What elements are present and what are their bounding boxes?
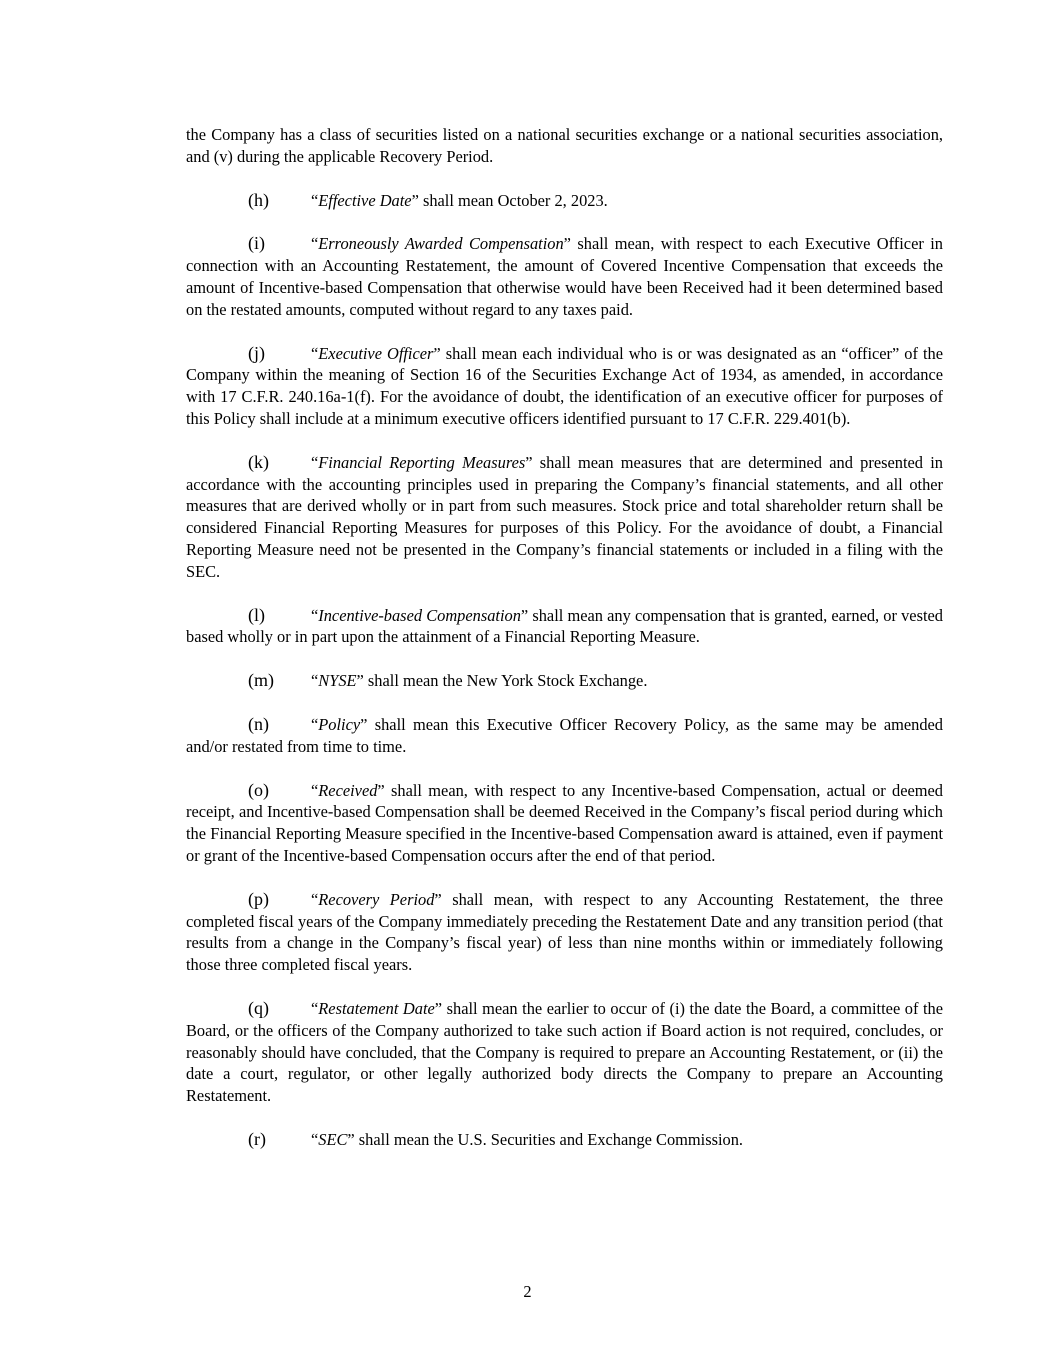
defined-term: Financial Reporting Measures (318, 452, 526, 472)
definition-marker: (m) (248, 670, 274, 691)
open-quote: “ (311, 234, 319, 254)
defined-term: Received (318, 780, 378, 800)
definition-o (186, 780, 943, 867)
defined-term: NYSE (318, 671, 357, 691)
definition-text: ” shall mean the U.S. Securities and Exchange Commission. (347, 1129, 743, 1149)
definition-marker: (j) (248, 342, 265, 363)
definition-text: ” shall mean measures that are determined and presented in accordance with the accounting principles used in preparing the Company’s financial statements, and all other measures that are derived wholly or in part from such measures. Stock price and total shareholder return shall be considered Financial Reporting Measures for purposes of this Policy. For the avoidance of doubt, a Financial Reporting Measure need not be presented in the Company’s financial statements or included in a filing with the SEC. (186, 452, 943, 581)
open-quote: “ (311, 671, 319, 691)
definition-k (186, 452, 943, 583)
definition-n (186, 714, 943, 758)
definition-i (186, 233, 943, 320)
definition-text: ” shall mean the New York Stock Exchange. (356, 671, 648, 691)
defined-term: Incentive-based Compensation (318, 605, 521, 625)
defined-term: Recovery Period (318, 889, 435, 909)
definition-text: ” shall mean this Executive Officer Recovery Policy, as the same may be amended and/or restated from time to time. (186, 714, 943, 756)
definition-marker: (i) (248, 233, 265, 254)
definition-l (186, 605, 943, 649)
definition-marker: (k) (248, 451, 269, 472)
definition-m (186, 670, 943, 692)
definition-marker: (n) (248, 713, 269, 734)
open-quote: “ (311, 190, 319, 210)
open-quote: “ (311, 1129, 319, 1149)
defined-term: Policy (318, 714, 361, 734)
document-body (186, 124, 943, 1173)
definition-text: ” shall mean October 2, 2023. (411, 190, 608, 210)
open-quote: “ (311, 714, 319, 734)
definition-text: ” shall mean the earlier to occur of (i) the date the Board, a committee of the Board, or the officers of the Company authorized to take such action if Board action is not required, concludes, or reasonably should have concluded, that the Company is required to prepare an Accounting Restatement, or (ii) the date a court, regulator, or other legally authorized body directs the Company to prepare an Accounting Restatement. (186, 998, 943, 1106)
definition-text: ” shall mean, with respect to any Accounting Restatement, the three completed fiscal years of the Company immediately preceding the Restatement Date and any transition period (that results from a change in the Company’s fiscal year) of less than nine months within or immediately following those three completed fiscal years. (186, 889, 943, 975)
defined-term: SEC (318, 1129, 348, 1149)
open-quote: “ (311, 998, 319, 1018)
page-number: 2 (523, 1282, 532, 1301)
open-quote: “ (311, 889, 319, 909)
open-quote: “ (311, 452, 319, 472)
definition-p (186, 889, 943, 976)
definition-r (186, 1129, 943, 1151)
defined-term: Erroneously Awarded Compensation (318, 234, 564, 254)
open-quote: “ (311, 605, 319, 625)
definition-marker: (p) (248, 888, 269, 909)
defined-term: Executive Officer (318, 343, 434, 363)
intro-paragraph: the Company has a class of securities listed on a national securities exchange or a national securities association, and (v) during the applicable Recovery Period. (186, 125, 943, 166)
definition-marker: (q) (248, 997, 269, 1018)
definition-j (186, 343, 943, 430)
defined-term: Restatement Date (318, 998, 435, 1018)
open-quote: “ (311, 343, 319, 363)
definition-marker: (r) (248, 1128, 266, 1149)
definition-text: ” shall mean any compensation that is granted, earned, or vested based wholly or in part upon the attainment of a Financial Reporting Measure. (186, 605, 943, 647)
defined-term: Effective Date (318, 190, 412, 210)
definition-marker: (l) (248, 604, 265, 625)
definition-h (186, 190, 943, 212)
definition-q (186, 998, 943, 1107)
definition-text: ” shall mean, with respect to each Executive Officer in connection with an Accounting Restatement, the amount of Covered Incentive Compensation that exceeds the amount of Incentive-based Compensation that otherwise would have been Received had it been determined based on the restated amounts, computed without regard to any taxes paid. (186, 234, 943, 319)
open-quote: “ (311, 780, 319, 800)
definition-text: ” shall mean each individual who is or was designated as an “officer” of the Company within the meaning of Section 16 of the Securities Exchange Act of 1934, as amended, in accordance with 17 C.F.R. 240.16a-1(f). For the avoidance of doubt, the identification of an executive officer for purposes of this Policy shall include at a minimum executive officers identified pursuant to 17 C.F.R. 229.401(b). (186, 343, 943, 428)
definition-text: ” shall mean, with respect to any Incentive-based Compensation, actual or deemed receipt, and Incentive-based Compensation shall be deemed Received in the Company’s fiscal period during which the Financial Reporting Measure specified in the Incentive-based Compensation award is attained, even if payment or grant of the Incentive-based Compensation occurs after the end of that period. (186, 780, 943, 865)
definition-marker: (o) (248, 779, 269, 800)
definition-marker: (h) (248, 189, 269, 210)
